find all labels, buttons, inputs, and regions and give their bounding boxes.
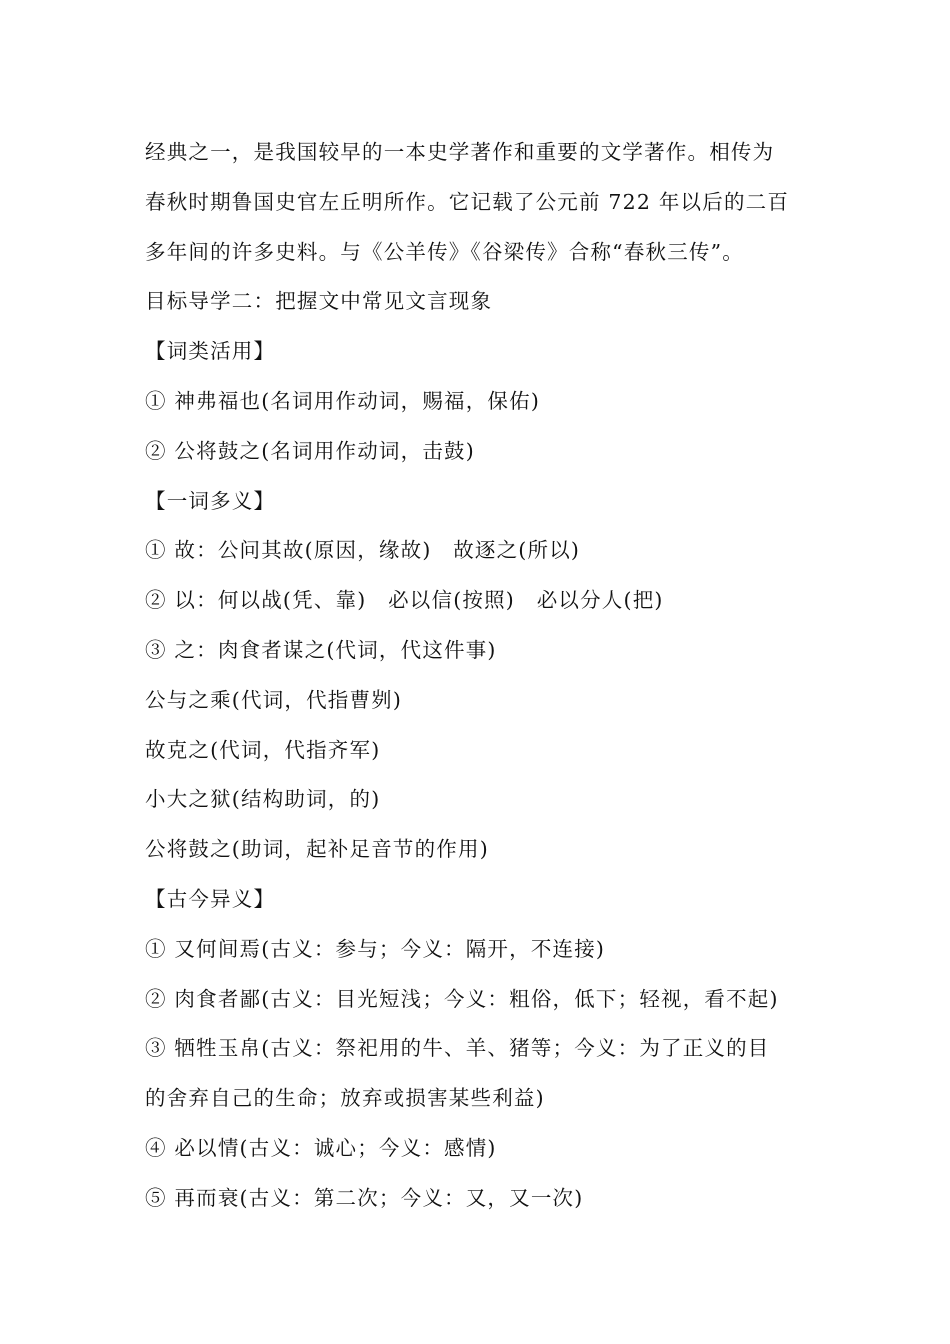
- document-body: [145, 128, 810, 1224]
- list-item: ① 又何间焉(古义：参与；今义：隔开，不连接): [145, 936, 606, 961]
- subsection-heading: 【一词多义】: [145, 488, 276, 513]
- list-item: 的舍弃自己的生命；放弃或损害某些利益): [145, 1086, 545, 1111]
- list-item: ① 神弗福也(名词用作动词，赐福，保佑): [145, 388, 541, 413]
- list-item: 故克之(代词，代指齐军): [145, 737, 381, 762]
- list-item: ② 以：何以战(凭、靠) 必以信(按照) 必以分人(把): [145, 588, 664, 613]
- list-item: ⑤ 再而衰(古义：第二次；今义：又，又一次): [145, 1185, 584, 1210]
- list-item: 公将鼓之(助词，起补足音节的作用): [145, 837, 489, 862]
- list-item: ③ 牺牲玉帛(古义：祭祀用的牛、羊、猪等；今义：为了正义的目: [145, 1036, 770, 1061]
- subsection-heading: 【古今异义】: [145, 886, 276, 911]
- list-item: ③ 之：肉食者谋之(代词，代这件事): [145, 637, 497, 662]
- paragraph-line: 多年间的许多史料。与《公羊传》《谷梁传》合称“春秋三传”。: [145, 239, 745, 264]
- list-item: ② 肉食者鄙(古义：目光短浅；今义：粗俗，低下；轻视，看不起): [145, 986, 779, 1011]
- list-item: ④ 必以情(古义：诚心；今义：感情): [145, 1135, 497, 1160]
- paragraph-line: 经典之一，是我国较早的一本史学著作和重要的文学著作。相传为: [145, 140, 775, 164]
- list-item: 公与之乘(代词，代指曹刿): [145, 687, 403, 712]
- list-item: 小大之狱(结构助词，的): [145, 787, 381, 812]
- paragraph-line: 春秋时期鲁国史官左丘明所作。它记载了公元前 722 年以后的二百: [145, 189, 790, 214]
- subsection-heading: 【词类活用】: [145, 339, 276, 364]
- list-item: ② 公将鼓之(名词用作动词，击鼓): [145, 438, 475, 463]
- list-item: ① 故：公问其故(原因，缘故) 故逐之(所以): [145, 538, 581, 563]
- section-heading: 目标导学二：把握文中常见文言现象: [145, 289, 493, 314]
